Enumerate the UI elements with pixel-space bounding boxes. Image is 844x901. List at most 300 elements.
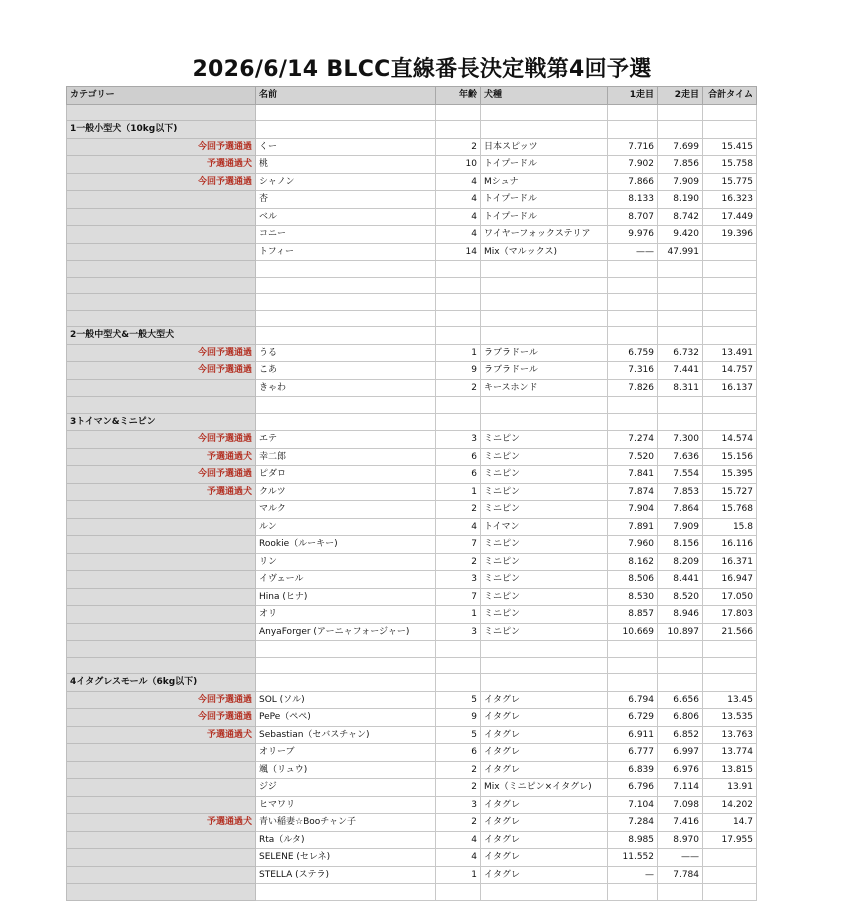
empty-cell: [256, 397, 436, 414]
name-cell: SELENE (セレネ): [256, 849, 436, 867]
breed-cell: ミニピン: [481, 536, 608, 554]
breed-cell: ミニピン: [481, 588, 608, 606]
age-cell: 3: [436, 431, 481, 449]
table-row: [67, 501, 757, 519]
table-row: [67, 588, 757, 606]
run2-cell: 7.909: [658, 173, 703, 191]
header-run1: 1走目: [608, 87, 658, 105]
run2-cell: 8.209: [658, 553, 703, 571]
status-cell: 今回予選通過: [67, 709, 256, 727]
empty-cell: [436, 413, 481, 431]
empty-cell: [256, 261, 436, 278]
header-total: 合計タイム: [703, 87, 757, 105]
breed-cell: イタグレ: [481, 849, 608, 867]
total-cell: 14.202: [703, 796, 757, 814]
empty-cell: [658, 674, 703, 692]
empty-cell: [481, 121, 608, 139]
run2-cell: 8.946: [658, 606, 703, 624]
run1-cell: —: [608, 866, 658, 884]
blank-row: [67, 277, 757, 294]
run1-cell: 6.777: [608, 744, 658, 762]
empty-cell: [436, 327, 481, 345]
total-cell: 17.955: [703, 831, 757, 849]
table-row: [67, 138, 757, 156]
total-cell: [703, 866, 757, 884]
run2-cell: 6.806: [658, 709, 703, 727]
empty-cell: [703, 310, 757, 327]
total-cell: 15.768: [703, 501, 757, 519]
section-label: 4イタグレスモール（6kg以下): [67, 674, 256, 692]
total-cell: 16.947: [703, 571, 757, 589]
age-cell: 4: [436, 849, 481, 867]
run2-cell: ——: [658, 849, 703, 867]
run2-cell: 8.311: [658, 379, 703, 397]
empty-cell: [481, 104, 608, 121]
name-cell: イヴェール: [256, 571, 436, 589]
table-row: [67, 606, 757, 624]
empty-cell: [481, 310, 608, 327]
table-row: [67, 536, 757, 554]
total-cell: 17.803: [703, 606, 757, 624]
run2-cell: 7.114: [658, 779, 703, 797]
empty-cell: [436, 261, 481, 278]
empty-cell: [481, 413, 608, 431]
run1-cell: 9.976: [608, 226, 658, 244]
empty-cell: [703, 641, 757, 658]
status-cell: [67, 761, 256, 779]
table-row: [67, 553, 757, 571]
empty-cell: [67, 294, 256, 311]
run2-cell: 8.742: [658, 208, 703, 226]
breed-cell: ミニピン: [481, 466, 608, 484]
run2-cell: 8.156: [658, 536, 703, 554]
results-body: [67, 104, 757, 900]
age-cell: 7: [436, 536, 481, 554]
status-cell: [67, 518, 256, 536]
empty-cell: [256, 657, 436, 674]
status-cell: [67, 588, 256, 606]
name-cell: オリーブ: [256, 744, 436, 762]
breed-cell: ミニピン: [481, 623, 608, 641]
run2-cell: 8.441: [658, 571, 703, 589]
total-cell: 14.757: [703, 362, 757, 380]
total-cell: 16.323: [703, 191, 757, 209]
run2-cell: 7.784: [658, 866, 703, 884]
name-cell: くー: [256, 138, 436, 156]
breed-cell: ワイヤーフォックステリア: [481, 226, 608, 244]
empty-cell: [658, 327, 703, 345]
status-cell: 予選通過犬: [67, 156, 256, 174]
age-cell: 5: [436, 726, 481, 744]
age-cell: 2: [436, 501, 481, 519]
run1-cell: 6.794: [608, 691, 658, 709]
total-cell: 19.396: [703, 226, 757, 244]
name-cell: コニー: [256, 226, 436, 244]
total-cell: 13.45: [703, 691, 757, 709]
total-cell: 14.574: [703, 431, 757, 449]
empty-cell: [658, 310, 703, 327]
age-cell: 4: [436, 518, 481, 536]
age-cell: 6: [436, 466, 481, 484]
total-cell: 16.371: [703, 553, 757, 571]
breed-cell: イタグレ: [481, 691, 608, 709]
name-cell: シャノン: [256, 173, 436, 191]
age-cell: 3: [436, 796, 481, 814]
status-cell: [67, 606, 256, 624]
total-cell: 15.727: [703, 483, 757, 501]
age-cell: 4: [436, 173, 481, 191]
total-cell: 21.566: [703, 623, 757, 641]
name-cell: オリ: [256, 606, 436, 624]
empty-cell: [658, 277, 703, 294]
table-row: [67, 744, 757, 762]
empty-cell: [256, 327, 436, 345]
age-cell: 3: [436, 571, 481, 589]
age-cell: 9: [436, 362, 481, 380]
empty-cell: [703, 674, 757, 692]
empty-cell: [481, 884, 608, 901]
total-cell: 17.050: [703, 588, 757, 606]
empty-cell: [608, 327, 658, 345]
run1-cell: 8.162: [608, 553, 658, 571]
empty-cell: [658, 104, 703, 121]
total-cell: [703, 849, 757, 867]
age-cell: 9: [436, 709, 481, 727]
table-row: [67, 448, 757, 466]
empty-cell: [481, 327, 608, 345]
total-cell: 16.137: [703, 379, 757, 397]
table-row: [67, 226, 757, 244]
blank-row: [67, 261, 757, 278]
run2-cell: 6.732: [658, 344, 703, 362]
name-cell: 杏: [256, 191, 436, 209]
empty-cell: [608, 104, 658, 121]
empty-cell: [481, 294, 608, 311]
status-cell: 今回予選通過: [67, 466, 256, 484]
status-cell: 今回予選通過: [67, 362, 256, 380]
table-row: [67, 362, 757, 380]
status-cell: [67, 191, 256, 209]
run2-cell: 7.909: [658, 518, 703, 536]
name-cell: ジジ: [256, 779, 436, 797]
run2-cell: 7.098: [658, 796, 703, 814]
breed-cell: ミニピン: [481, 553, 608, 571]
status-cell: 予選通過犬: [67, 483, 256, 501]
table-row: [67, 156, 757, 174]
empty-cell: [436, 397, 481, 414]
run2-cell: 6.656: [658, 691, 703, 709]
run2-cell: 7.416: [658, 814, 703, 832]
run1-cell: 7.284: [608, 814, 658, 832]
table-row: [67, 779, 757, 797]
empty-cell: [608, 310, 658, 327]
empty-cell: [608, 657, 658, 674]
total-cell: 13.763: [703, 726, 757, 744]
run2-cell: 6.976: [658, 761, 703, 779]
total-cell: 15.775: [703, 173, 757, 191]
name-cell: Rta（ルタ): [256, 831, 436, 849]
header-category: カテゴリー: [67, 87, 256, 105]
breed-cell: トイマン: [481, 518, 608, 536]
header-breed: 犬種: [481, 87, 608, 105]
name-cell: 桃: [256, 156, 436, 174]
run2-cell: 7.864: [658, 501, 703, 519]
total-cell: 15.156: [703, 448, 757, 466]
age-cell: 14: [436, 243, 481, 261]
table-row: [67, 431, 757, 449]
breed-cell: ラブラドール: [481, 362, 608, 380]
header-run2: 2走目: [658, 87, 703, 105]
empty-cell: [658, 413, 703, 431]
breed-cell: ミニピン: [481, 448, 608, 466]
empty-cell: [703, 121, 757, 139]
empty-cell: [436, 277, 481, 294]
empty-cell: [436, 121, 481, 139]
table-row: [67, 379, 757, 397]
empty-cell: [436, 674, 481, 692]
age-cell: 5: [436, 691, 481, 709]
empty-cell: [608, 121, 658, 139]
table-row: [67, 814, 757, 832]
breed-cell: イタグレ: [481, 726, 608, 744]
blank-row: [67, 104, 757, 121]
empty-cell: [703, 884, 757, 901]
table-row: [67, 208, 757, 226]
status-cell: 今回予選通過: [67, 138, 256, 156]
run1-cell: 6.759: [608, 344, 658, 362]
breed-cell: Mシュナ: [481, 173, 608, 191]
run2-cell: 7.441: [658, 362, 703, 380]
run2-cell: 47.991: [658, 243, 703, 261]
status-cell: [67, 501, 256, 519]
results-table: [66, 86, 757, 901]
empty-cell: [658, 121, 703, 139]
total-cell: 16.116: [703, 536, 757, 554]
empty-cell: [256, 121, 436, 139]
name-cell: STELLA (ステラ): [256, 866, 436, 884]
age-cell: 6: [436, 448, 481, 466]
age-cell: 1: [436, 344, 481, 362]
total-cell: 13.774: [703, 744, 757, 762]
run1-cell: 7.716: [608, 138, 658, 156]
run1-cell: 7.960: [608, 536, 658, 554]
name-cell: エテ: [256, 431, 436, 449]
age-cell: 4: [436, 208, 481, 226]
table-row: [67, 191, 757, 209]
run1-cell: 8.530: [608, 588, 658, 606]
status-cell: 予選通過犬: [67, 726, 256, 744]
empty-cell: [608, 294, 658, 311]
run1-cell: 7.104: [608, 796, 658, 814]
empty-cell: [481, 397, 608, 414]
total-cell: [703, 243, 757, 261]
name-cell: トフィー: [256, 243, 436, 261]
breed-cell: イタグレ: [481, 744, 608, 762]
run1-cell: 6.839: [608, 761, 658, 779]
table-row: [67, 623, 757, 641]
breed-cell: トイプードル: [481, 191, 608, 209]
breed-cell: キースホンド: [481, 379, 608, 397]
run1-cell: 8.985: [608, 831, 658, 849]
name-cell: 颯（リュウ): [256, 761, 436, 779]
table-row: [67, 866, 757, 884]
run2-cell: 7.554: [658, 466, 703, 484]
breed-cell: イタグレ: [481, 709, 608, 727]
run1-cell: 8.857: [608, 606, 658, 624]
total-cell: 15.415: [703, 138, 757, 156]
section-row: [67, 413, 757, 431]
table-row: [67, 518, 757, 536]
empty-cell: [703, 104, 757, 121]
run1-cell: ——: [608, 243, 658, 261]
empty-cell: [608, 397, 658, 414]
empty-cell: [67, 657, 256, 674]
name-cell: きゃわ: [256, 379, 436, 397]
breed-cell: トイプードル: [481, 156, 608, 174]
breed-cell: イタグレ: [481, 866, 608, 884]
breed-cell: ミニピン: [481, 483, 608, 501]
empty-cell: [436, 294, 481, 311]
name-cell: Sebastian（セバスチャン): [256, 726, 436, 744]
empty-cell: [703, 261, 757, 278]
run1-cell: 8.707: [608, 208, 658, 226]
status-cell: [67, 744, 256, 762]
status-cell: [67, 536, 256, 554]
breed-cell: 日本スピッツ: [481, 138, 608, 156]
name-cell: クルツ: [256, 483, 436, 501]
run2-cell: 8.970: [658, 831, 703, 849]
status-cell: 今回予選通過: [67, 173, 256, 191]
name-cell: ベル: [256, 208, 436, 226]
empty-cell: [481, 657, 608, 674]
section-label: 3トイマン&ミニピン: [67, 413, 256, 431]
run2-cell: 7.636: [658, 448, 703, 466]
status-cell: [67, 243, 256, 261]
status-cell: [67, 208, 256, 226]
run1-cell: 6.796: [608, 779, 658, 797]
table-row: [67, 344, 757, 362]
run1-cell: 7.874: [608, 483, 658, 501]
empty-cell: [658, 397, 703, 414]
status-cell: [67, 866, 256, 884]
header-row: [67, 87, 757, 105]
run1-cell: 7.826: [608, 379, 658, 397]
name-cell: ヒマワリ: [256, 796, 436, 814]
age-cell: 2: [436, 779, 481, 797]
status-cell: [67, 849, 256, 867]
status-cell: 予選通過犬: [67, 448, 256, 466]
empty-cell: [67, 310, 256, 327]
name-cell: マルク: [256, 501, 436, 519]
empty-cell: [703, 413, 757, 431]
run1-cell: 7.866: [608, 173, 658, 191]
table-row: [67, 796, 757, 814]
blank-row: [67, 884, 757, 901]
run2-cell: 7.300: [658, 431, 703, 449]
table-row: [67, 831, 757, 849]
table-row: [67, 709, 757, 727]
age-cell: 2: [436, 814, 481, 832]
breed-cell: イタグレ: [481, 796, 608, 814]
blank-row: [67, 397, 757, 414]
run2-cell: 9.420: [658, 226, 703, 244]
table-row: [67, 466, 757, 484]
section-label: 1一般小型犬（10kg以下): [67, 121, 256, 139]
empty-cell: [658, 261, 703, 278]
run1-cell: 8.133: [608, 191, 658, 209]
age-cell: 2: [436, 761, 481, 779]
empty-cell: [256, 310, 436, 327]
table-row: [67, 849, 757, 867]
run1-cell: 7.902: [608, 156, 658, 174]
age-cell: 10: [436, 156, 481, 174]
breed-cell: ミニピン: [481, 571, 608, 589]
age-cell: 1: [436, 866, 481, 884]
total-cell: 15.758: [703, 156, 757, 174]
name-cell: こあ: [256, 362, 436, 380]
breed-cell: ミニピン: [481, 606, 608, 624]
name-cell: リン: [256, 553, 436, 571]
status-cell: 予選通過犬: [67, 814, 256, 832]
name-cell: AnyaForger (アーニャフォージャー): [256, 623, 436, 641]
breed-cell: トイプードル: [481, 208, 608, 226]
empty-cell: [256, 413, 436, 431]
total-cell: 17.449: [703, 208, 757, 226]
empty-cell: [256, 104, 436, 121]
empty-cell: [481, 674, 608, 692]
name-cell: うる: [256, 344, 436, 362]
run2-cell: 7.856: [658, 156, 703, 174]
breed-cell: イタグレ: [481, 831, 608, 849]
total-cell: 13.91: [703, 779, 757, 797]
empty-cell: [256, 294, 436, 311]
empty-cell: [436, 657, 481, 674]
run2-cell: 6.997: [658, 744, 703, 762]
status-cell: 今回予選通過: [67, 691, 256, 709]
age-cell: 7: [436, 588, 481, 606]
age-cell: 3: [436, 623, 481, 641]
age-cell: 4: [436, 831, 481, 849]
age-cell: 1: [436, 483, 481, 501]
name-cell: ピダロ: [256, 466, 436, 484]
run2-cell: 8.190: [658, 191, 703, 209]
section-row: [67, 674, 757, 692]
empty-cell: [436, 641, 481, 658]
age-cell: 1: [436, 606, 481, 624]
run1-cell: 8.506: [608, 571, 658, 589]
name-cell: Rookie（ルーキー): [256, 536, 436, 554]
empty-cell: [481, 277, 608, 294]
empty-cell: [658, 657, 703, 674]
table-row: [67, 173, 757, 191]
run1-cell: 7.891: [608, 518, 658, 536]
run2-cell: 6.852: [658, 726, 703, 744]
table-row: [67, 726, 757, 744]
empty-cell: [436, 104, 481, 121]
status-cell: 今回予選通過: [67, 431, 256, 449]
empty-cell: [67, 884, 256, 901]
table-row: [67, 571, 757, 589]
status-cell: [67, 623, 256, 641]
empty-cell: [256, 277, 436, 294]
empty-cell: [658, 294, 703, 311]
empty-cell: [608, 641, 658, 658]
status-cell: [67, 796, 256, 814]
run1-cell: 7.520: [608, 448, 658, 466]
total-cell: 13.815: [703, 761, 757, 779]
breed-cell: Mix（ミニピン×イタグレ): [481, 779, 608, 797]
breed-cell: イタグレ: [481, 761, 608, 779]
